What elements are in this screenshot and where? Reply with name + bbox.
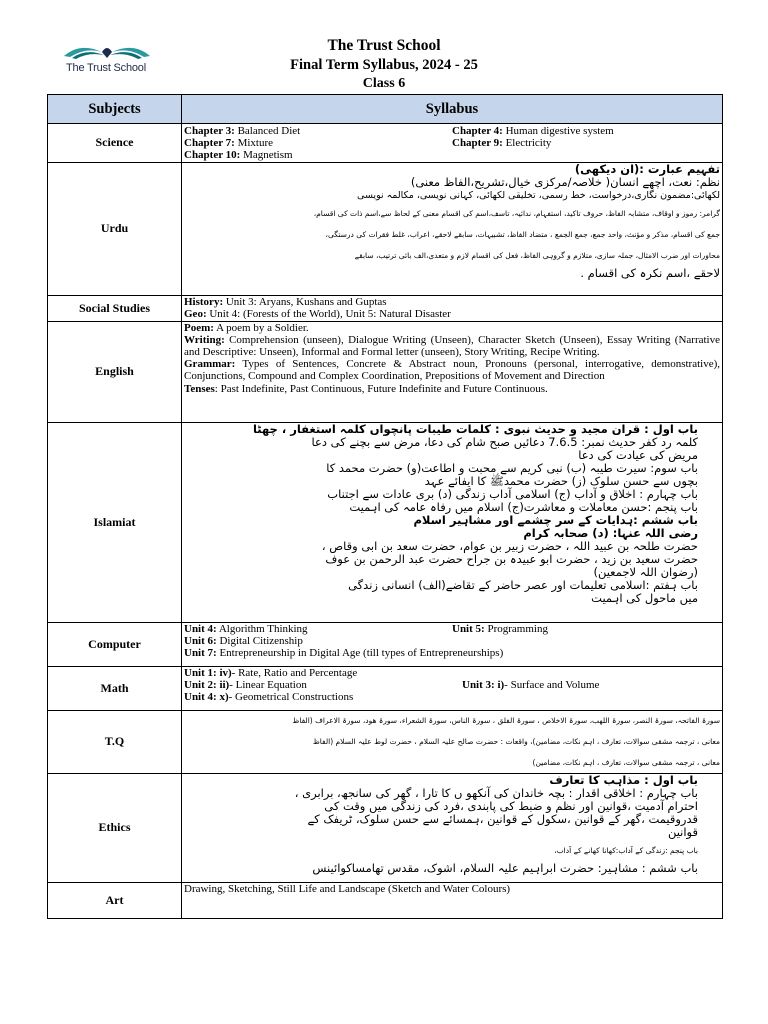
islamiat-line: مریض کی عیادت کی دعا <box>578 447 698 462</box>
section-label: Writing: <box>184 333 225 346</box>
unit-label: Unit 3: i) <box>462 678 505 691</box>
islamiat-line: باب ہفتم :اسلامی تعلیمات اور عصر حاضر کے تقاضے(الف) انسانی زندگی <box>348 577 698 592</box>
table-row-computer <box>48 622 723 666</box>
section-text: Unit 3: Aryans, Kushans and Guptas <box>223 295 387 308</box>
table-row-islamiat <box>48 422 723 622</box>
subject-name: Science <box>48 124 182 163</box>
unit-label: Unit 7: <box>184 647 217 660</box>
subject-name: Computer <box>48 622 182 666</box>
class-label: Class 6 <box>362 76 406 91</box>
chapter-title: Balanced Diet <box>234 125 301 137</box>
section-label: Geo: <box>184 307 207 320</box>
unit-title: Digital Citizenship <box>216 634 303 647</box>
urdu-line: جمع کی اقسام، مذکر و مؤنث، واحد جمع، جمع الجمع ، متضاد الفاظ، تشبیہات، سابقے لاحقے، اعراب، غلط فقرات کی درستگی، <box>325 229 720 239</box>
ethics-line: قدروقیمت ،گھر کے قوانین ،سکول کے قوانین ،ہمسائے سے حسن سلوک، ٹریفک کے <box>307 811 698 826</box>
islamiat-line: باب چہارم : اخلاق و آداب (ج) اسلامی آداب زندگی (د) بری عادات سے اجتناب <box>327 486 698 501</box>
syllabus-cell <box>182 666 723 710</box>
tq-line: سورۃ الفاتحہ، سورۃ النصر، سورۃ اللھب، سورۃ الاخلاص ، سورۃ الفلق ، سورۃ الناس، سورۃ الشعراء، سورۃ ھود، سورۃ الاعراف (الفاظ <box>292 715 720 725</box>
section-text: Unit 4: (Forests of the World), Unit 5: Natural Disaster <box>206 307 451 320</box>
islamiat-line: حضرت سعید بن زید ، حضرت ابو عبیدہ بن جراح حضرت عبد الرحمن بن عوف <box>325 551 698 566</box>
chapter-label: Chapter 4: <box>452 125 503 137</box>
syllabus-cell <box>182 422 723 622</box>
urdu-line: لکھائی:مضمون نگاری،درخواست، خط رسمی، تخلیقی لکھائی، کہانی نویسی، مکالمہ نویسی <box>357 189 720 201</box>
islamiat-line: (رضوان اللہ لاجمعین) <box>593 564 698 579</box>
syllabus-column-header: Syllabus <box>182 95 723 124</box>
islamiat-line: باب سوم: سیرت طیبہ (ب) نبی کریم سے محبت و اطاعت(و) حضرت محمد کا <box>326 460 698 475</box>
section-label: Grammar: <box>184 358 236 371</box>
subject-name: Islamiat <box>48 422 182 622</box>
subject-name: Ethics <box>48 773 182 882</box>
syllabus-cell <box>182 882 723 918</box>
table-row-ethics <box>48 773 723 882</box>
ethics-line: باب پنجم :زندگی کے آداب:کھانا کھانے کے آداب، <box>554 845 698 855</box>
ethics-line: باب اول : مذاہب کا تعارف <box>549 773 698 787</box>
urdu-line: گرامر: رموز و اوقاف، متشابہ الفاظ، حروف تاکید، استفہام، ندائیہ، تاسف،اسم کی اقسام معنی کے لحاظ سے،اسم ذات کی اقسام، <box>313 208 720 218</box>
ethics-line: احترام آدمیت ،قوانین اور نظم و ضبط کی پابندی ،فرد کی زندگی میں وقت کی <box>324 798 698 813</box>
islamiat-line: باب اول : قران مجید و حدیث نبوی : کلمات طیبات پانچواں کلمہ استغفار ، چھٹا <box>252 422 698 436</box>
section-text: Types of Sentences, Concrete & Abstract noun, Pronouns (personal, interrogative, demonstrative), Conjunctions, Compound and Complex Coordination, Prepositions of Movement and Direction <box>184 358 720 383</box>
syllabus-cell <box>182 295 723 321</box>
islamiat-line: رضی اللہ عنہا: (د) صحابہ کرام <box>523 525 698 540</box>
urdu-line: نظم: نعت، اچھے انسان( خلاصہ/مرکزی خیال،تشریح،الفاظ معنی) <box>410 174 720 189</box>
chapter-label: Chapter 10: <box>184 149 241 162</box>
subject-name: T.Q <box>48 710 182 773</box>
syllabus-cell <box>182 622 723 666</box>
table-row-social-studies <box>48 295 723 321</box>
unit-label: Unit 4: <box>184 622 217 635</box>
unit-title: - Rate, Ratio and Percentage <box>231 666 358 679</box>
tq-line: معانی ، ترجمہ مشقی سوالات، تعارف ، اہم نکات، مضامین) <box>532 757 720 767</box>
art-text: Drawing, Sketching, Still Life and Landscape (Sketch and Water Colours) <box>184 882 511 895</box>
unit-title: - Surface and Volume <box>504 678 600 691</box>
tq-line: معانی ، ترجمہ مشقی سوالات، تعارف ، اہم نکات، مضامین)، واقعات : حضرت صالح علیہ السلام ، حضرت لوط علیہ السلام (الفاظ <box>312 736 720 746</box>
table-header-row <box>48 95 723 124</box>
table-row-tq <box>48 710 723 773</box>
table-row-english <box>48 321 723 422</box>
chapter-label: Chapter 9: <box>452 137 503 150</box>
section-label: Poem: <box>184 321 214 334</box>
ethics-line: باب چہارم : اخلاقی اقدار : بچہ خاندان کی آنکھو ں کا تارا ، گھر کی سانجھ، برابری ، <box>294 785 698 800</box>
islamiat-line: میں ماحول کی اہمیت <box>591 590 698 605</box>
islamiat-line: حضرت طلحہ بن عبید اللہ ، حضرت زبیر بن عوام، حضرت سعد بن ابی وقاص ، <box>321 538 698 553</box>
unit-title: Programming <box>484 622 548 635</box>
subject-name: Social Studies <box>48 295 182 321</box>
unit-label: Unit 1: iv) <box>184 666 232 679</box>
section-label: History: <box>184 295 224 308</box>
section-text: Comprehension (unseen), Dialogue Writing (Unseen), Character Sketch (Unseen), Essay Writing (Narrative and Descriptive: Unseen), Informal and Formal letter (unseen), Story Writing, Recipe Writing. <box>184 333 720 359</box>
unit-label: Unit 5: <box>452 622 485 635</box>
unit-title: - Linear Equation <box>229 678 307 691</box>
subject-name: Urdu <box>48 162 182 295</box>
subject-name: Math <box>48 666 182 710</box>
chapter-title: Electricity <box>502 137 552 150</box>
chapter-label: Chapter 3: <box>184 125 235 137</box>
urdu-line: لاحقے ،اسم نکرہ کی اقسام . <box>580 265 720 280</box>
chapter-label: Chapter 7: <box>184 137 235 150</box>
chapter-title: Mixture <box>234 137 274 150</box>
section-text: A poem by a Soldier. <box>213 321 309 334</box>
unit-label: Unit 4: x) <box>184 691 229 704</box>
syllabus-cell <box>182 162 723 295</box>
unit-title: - Geometrical Constructions <box>228 691 354 704</box>
logo-text: The Trust School <box>66 62 146 74</box>
ethics-line: باب ششم : مشاہیر: حضرت ابراہیم علیہ السلام، اشوک، مقدس تھامساکوائینس <box>312 860 698 875</box>
urdu-line: محاورات اور ضرب الامثال، جملہ سازی، متلازم و گروہی الفاظ، فعل کی اقسام لازم و متعدی،الف بائی ترتیب، سابقے <box>354 250 720 260</box>
subject-name: English <box>48 321 182 422</box>
islamiat-line: بچوں سے حسن سلوک (ز) حضرت محمدﷺ کا ایفائے عہد <box>424 473 698 488</box>
syllabus-cell <box>182 710 723 773</box>
table-row-urdu <box>48 162 723 295</box>
chapter-title: Human digestive system <box>502 125 614 137</box>
page-title: Final Term Syllabus, 2024 - 25 <box>290 57 478 73</box>
unit-label: Unit 6: <box>184 634 217 647</box>
unit-label: Unit 2: ii) <box>184 678 230 691</box>
urdu-line: تفہیم عبارت :(ان دیکھی) <box>574 162 720 176</box>
ethics-line: قوانین <box>667 824 698 839</box>
school-name: The Trust School <box>327 37 441 54</box>
syllabus-cell <box>182 321 723 422</box>
unit-title: Entrepreneurship in Digital Age (till types of Entrepreneurships) <box>216 647 504 660</box>
subjects-column-header: Subjects <box>48 95 182 124</box>
table-row-math <box>48 666 723 710</box>
islamiat-line: کلمہ رد کفر حدیث نمبر: 7.6.5 دعائیں صبح شام کی دعا، مرض سے بچنے کی دعا <box>311 434 698 449</box>
syllabus-cell <box>182 773 723 882</box>
section-label: Tenses <box>184 382 215 395</box>
section-text: : Past Indefinite, Past Continuous, Future Indefinite and Future Continuous. <box>214 382 548 395</box>
table-row-science <box>48 124 723 163</box>
chapter-title: Magnetism <box>240 149 293 162</box>
syllabus-cell <box>182 124 723 163</box>
subject-name: Art <box>48 882 182 918</box>
table-row-art <box>48 882 723 918</box>
unit-title: Algorithm Thinking <box>216 622 308 635</box>
syllabus-table <box>47 94 723 919</box>
islamiat-line: باب پنجم :حسن معاملات و معاشرت(ج) اسلام میں رفاہ عامہ کی اہمیت <box>349 499 698 514</box>
islamiat-line: باب ششم :ہدایات کے سر چشمے اور مشاہیر اسلام <box>413 512 698 527</box>
